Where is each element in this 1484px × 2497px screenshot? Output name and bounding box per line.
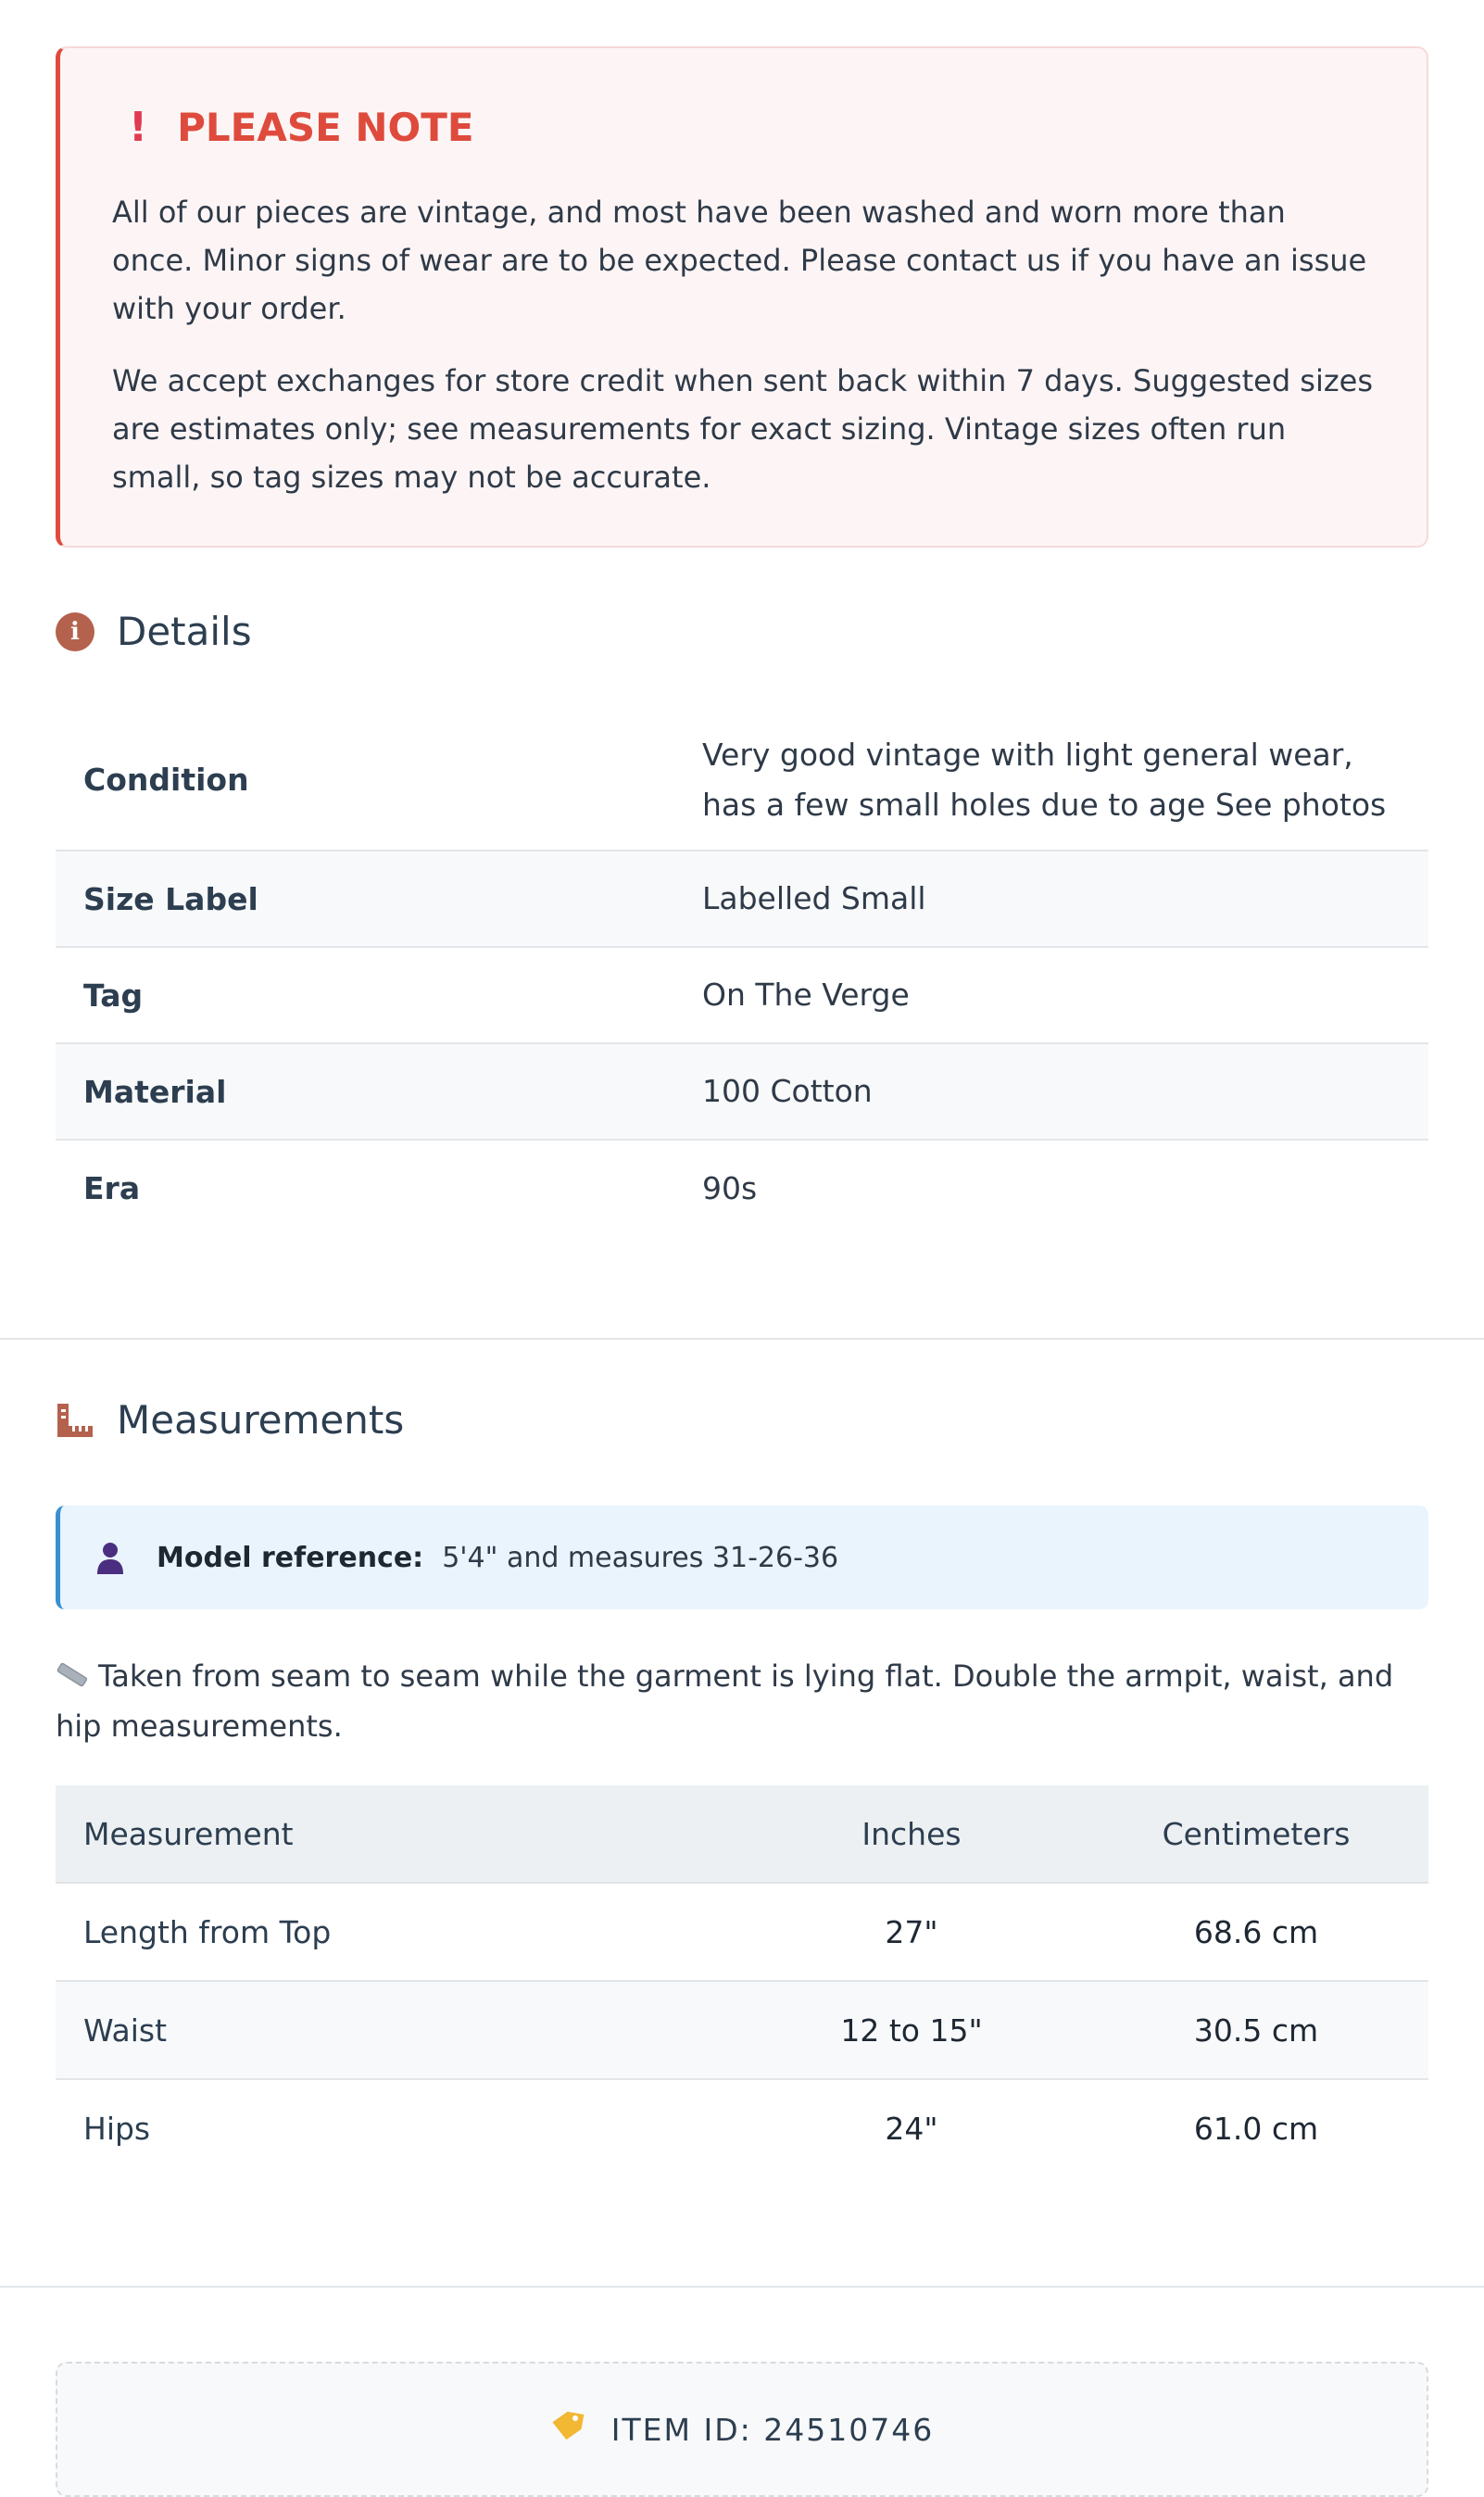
table-row [56, 1043, 1428, 1140]
person-icon [95, 1541, 125, 1574]
table-row [56, 2079, 1428, 2176]
details-table [56, 710, 1428, 1236]
details-label: Condition [56, 710, 674, 851]
measurement-cm: 30.5 cm [1084, 1981, 1428, 2079]
table-row [56, 947, 1428, 1043]
exclamation-icon: ! [129, 104, 148, 151]
details-value: 90s [702, 1169, 758, 1206]
details-label: Era [83, 1170, 141, 1206]
measurement-cm: 61.0 cm [1193, 2110, 1319, 2147]
measurement-name: Length from Top [56, 1883, 739, 1981]
model-value: 5'4" and measures 31-26-36 [442, 1541, 839, 1574]
measurements-title: Measurements [117, 1397, 405, 1443]
measurements-heading [56, 1397, 1428, 1443]
model-reference [56, 1506, 1428, 1609]
table-row [56, 851, 1428, 947]
ruler-icon [56, 1402, 94, 1439]
item-id: ITEM ID: 24510746 [610, 2411, 935, 2448]
measurements-table [56, 1785, 1428, 2176]
details-value: Labelled Small [674, 851, 1428, 947]
measurement-name: Waist [56, 1981, 739, 2079]
table-row [56, 1981, 1428, 2079]
measurement-inches: 24" [885, 2110, 938, 2147]
column-header: Measurement [56, 1785, 739, 1883]
info-icon: i [56, 612, 94, 651]
details-heading [56, 609, 1428, 654]
hint-text: Taken from seam to seam while the garment is lying flat. Double the armpit, waist, and hip measurements. [56, 1658, 1394, 1744]
details-value: 100 Cotton [674, 1043, 1428, 1140]
note-paragraph: All of our pieces are vintage, and most have been washed and worn more than once. Minor signs of wear are to be expected. Please contact us if you have an issue with your order. [112, 195, 1367, 326]
tag-icon [550, 2410, 585, 2449]
details-label: Size Label [56, 851, 674, 947]
please-note-alert [56, 46, 1428, 548]
measurement-inches: 27" [739, 1883, 1084, 1981]
details-value: On The Verge [674, 947, 1428, 1043]
measurement-inches: 12 to 15" [739, 1981, 1084, 2079]
section-divider [0, 2286, 1484, 2288]
details-title: Details [117, 609, 252, 654]
model-label: Model reference: [157, 1541, 424, 1574]
column-header: Inches [739, 1785, 1084, 1883]
details-label: Material [56, 1043, 674, 1140]
table-row [56, 1140, 1428, 1236]
note-paragraph: We accept exchanges for store credit when sent back within 7 days. Suggested sizes are estimates only; see measurements for exact sizing. Vintage sizes often run small, so tag sizes may not be accurate. [112, 363, 1374, 495]
table-row [56, 710, 1428, 851]
details-value: Very good vintage with light general wear, has a few small holes due to age See photos [674, 710, 1428, 851]
table-header-row [56, 1785, 1428, 1883]
measurement-hint [56, 1652, 1428, 1750]
note-title: PLEASE NOTE [177, 105, 474, 150]
item-id-box [56, 2362, 1428, 2497]
measurement-cm: 68.6 cm [1084, 1883, 1428, 1981]
section-divider [0, 1338, 1484, 1340]
column-header: Centimeters [1084, 1785, 1428, 1883]
measurement-name: Hips [83, 2110, 151, 2147]
note-header [129, 104, 1375, 151]
details-label: Tag [56, 947, 674, 1043]
ruler-pencil-icon [56, 1654, 87, 1702]
table-row [56, 1883, 1428, 1981]
